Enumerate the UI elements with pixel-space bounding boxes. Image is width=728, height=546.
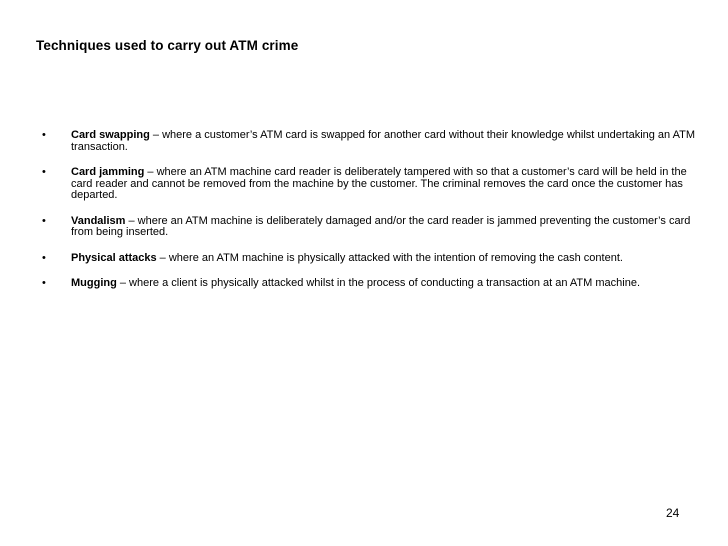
bullet-item-vandalism (36, 216, 696, 239)
bullet-item-card-swapping (36, 130, 696, 153)
bullet-description: – where an ATM machine is physically attacked with the intention of removing the cash content. (156, 251, 623, 264)
bullet-item-card-jamming (36, 167, 696, 202)
bullet-icon: • (42, 277, 46, 289)
slide-title: Techniques used to carry out ATM crime (36, 38, 299, 53)
bullet-term: Mugging (71, 277, 117, 289)
page-number: 24 (666, 506, 680, 520)
bullet-icon: • (42, 251, 46, 264)
bullet-description: – where a client is physically attacked whilst in the process of conducting a transaction at an ATM machine. (116, 277, 640, 289)
bullet-item-mugging (36, 278, 696, 290)
bullet-list (36, 130, 696, 304)
bullet-term: Card swapping (71, 129, 150, 141)
bullet-icon: • (42, 214, 46, 227)
bullet-description: – where an ATM machine is deliberately damaged and/or the card reader is jammed preventing the customer’s card from being inserted. (71, 214, 691, 238)
bullet-term: Physical attacks (71, 251, 157, 264)
bullet-term: Vandalism (71, 214, 126, 227)
bullet-description: – where a customer’s ATM card is swapped for another card without their knowledge whilst undertaking an ATM transaction. (71, 129, 696, 153)
bullet-icon: • (42, 129, 46, 141)
bullet-item-physical-attacks (36, 253, 696, 265)
bullet-description: – where an ATM machine card reader is deliberately tampered with so that a customer’s card will be held in the card reader and cannot be removed from the machine by the customer. The criminal removes the card once the customer has departed. (71, 166, 687, 201)
bullet-icon: • (42, 166, 46, 178)
bullet-term: Card jamming (71, 166, 145, 178)
